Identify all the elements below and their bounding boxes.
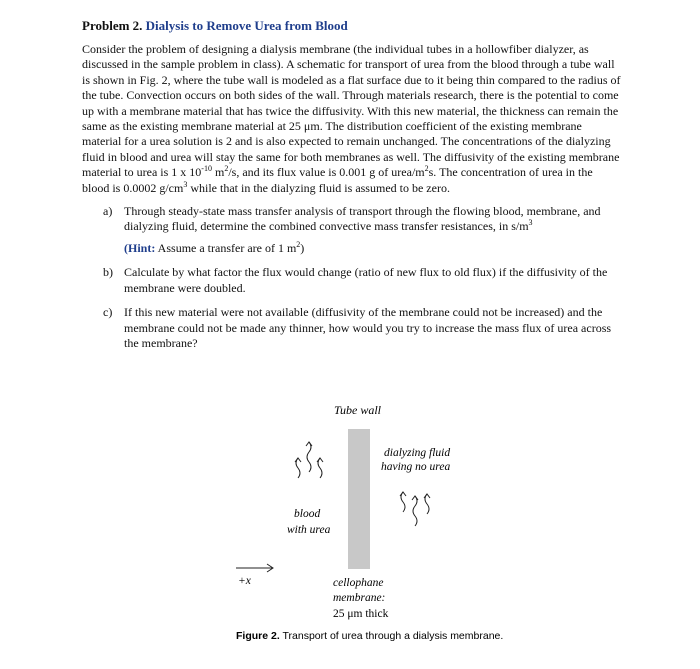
axis-label: +x [238, 575, 251, 587]
question-label: b) [103, 265, 113, 280]
intro-exp-3: 2 [424, 164, 429, 174]
hint-text: Assume a transfer are of 1 m [155, 240, 297, 255]
problem-number: Problem 2. [82, 18, 143, 33]
caption-label: Figure 2. [236, 630, 280, 642]
intro-text-5: while that in the dialyzing fluid is assumed to be zero. [187, 180, 450, 195]
dialyzing-urea-squiggles-icon [400, 492, 430, 526]
question-text: Through steady-state mass transfer analysis of transport through the flowing blood, membrane, and dialyzing fluid, determine the combined convective mass transfer resistances, in s/m [124, 204, 601, 234]
problem-title: Dialysis to Remove Urea from Blood [145, 18, 348, 33]
dialyzing-fluid-label: dialyzing fluid [384, 447, 451, 459]
membrane-label: cellophane [333, 577, 384, 589]
intro-text-3: /s, and its flux value is 0.001 g of urea/m [228, 165, 425, 180]
question-text: Calculate by what factor the flux would change (ratio of new flux to old flux) if the diffusivity of the membrane were doubled. [124, 265, 608, 295]
caption-text: Transport of urea through a dialysis membrane. [279, 630, 504, 642]
hint-close: ) [300, 240, 305, 255]
membrane-wall [348, 429, 370, 569]
question-text: If this new material were not available (diffusivity of the membrane could not be increased) and the membrane could not be made any thinner, how would you try to increase the mass flux of urea across the membrane? [124, 305, 612, 350]
intro-text-2: m [211, 165, 225, 180]
dialyzing-fluid-label-2: having no urea [381, 461, 451, 473]
tube-wall-label: Tube wall [334, 403, 382, 417]
intro-exp-1: -10 [201, 164, 212, 174]
intro-text-1: Consider the problem of designing a dialysis membrane (the individual tubes in a hollowfiber dialyzer, as discussed in the sample problem in class). A schematic for transport of urea from the blood through a tube wall is shown in Fig. 2, where the tube wall is modeled as a flat surface due to it being thin compared to the radius of the tube. Convection occurs on both sides of the wall. Through materials research, there is the potential to come up with a membrane material that has twice the diffusivity. With this new material, the thickness can remain the same as the existing membrane material at 25 μm. The distribution coefficient of the existing membrane material for a urea solution is 2 and is also expected to remain unchanged. The concentrations of the dialyzing fluid in blood and urea will stay the same for both membranes as well. The diffusivity of the existing membrane material to urea is 1 x 10 [82, 42, 621, 180]
intro-exp-4: 3 [183, 179, 188, 189]
question-exp: 3 [528, 218, 533, 228]
blood-label-2: with urea [287, 524, 331, 536]
figure-caption [236, 630, 503, 642]
question-label: a) [103, 204, 113, 219]
membrane-label-2: membrane: [333, 592, 386, 604]
blood-label: blood [294, 508, 321, 520]
question-label: c) [103, 305, 113, 320]
hint-exp: 2 [296, 239, 301, 249]
membrane-thickness: 25 μm thick [333, 608, 389, 620]
intro-exp-2: 2 [224, 164, 229, 174]
hint-label: (Hint: [124, 240, 156, 255]
intro-text-4: s. The concentration of urea in the blood is 0.0002 g/cm [82, 165, 593, 195]
blood-urea-squiggles-icon [295, 442, 323, 478]
